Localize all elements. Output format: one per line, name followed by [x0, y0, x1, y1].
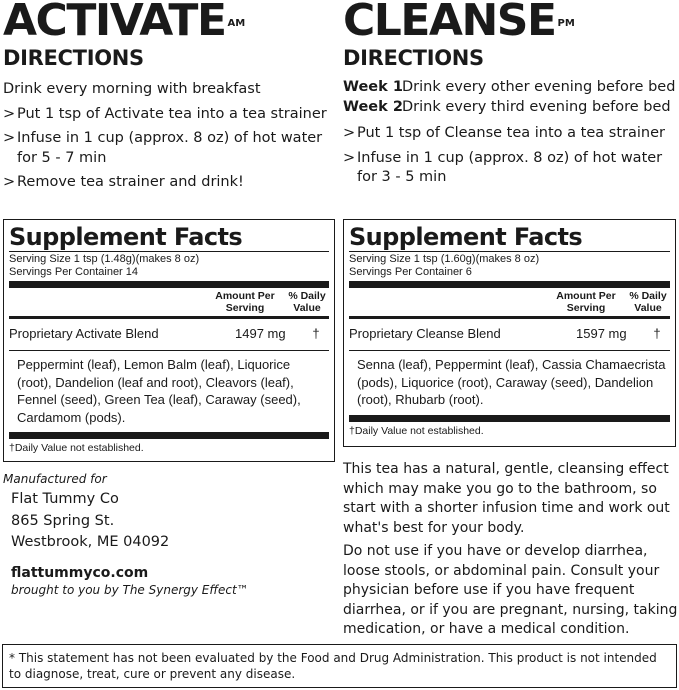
amount-per-serving-header: Amount Per Serving	[556, 290, 616, 314]
thick-divider	[349, 415, 670, 422]
servings-per-container: Servings Per Container 14	[9, 266, 139, 278]
amount-per-serving-header: Amount Per Serving	[215, 290, 275, 314]
activate-step: > Infuse in 1 cup (approx. 8 oz) of hot water for 5 - 7 min	[3, 129, 335, 168]
blend-row	[9, 319, 329, 351]
activate-brand-title: ACTIVATE $^{AM}$	[3, 0, 246, 46]
city-state-zip: Westbrook, ME 04092	[11, 534, 170, 550]
cleanse-week-row: Week 2 Drink every third evening before bed	[343, 98, 671, 115]
serving-size: Serving Size 1 tsp (1.48g)(makes 8 oz)	[9, 253, 200, 265]
step-marker: >	[343, 149, 356, 166]
serving-size: Serving Size 1 tsp (1.60g)(makes 8 oz)	[349, 253, 540, 265]
activate-column	[3, 0, 335, 198]
website-link[interactable]: flattummyco.com	[11, 564, 149, 581]
ingredients-list: Senna (leaf), Peppermint (leaf), Cassia Chamaecrista (pods), Liquorice (root), Caraway (seed), Dandelion (root), Rhubarb (root).	[357, 357, 666, 407]
activate-brand-mark: AM	[227, 18, 246, 29]
blend-dagger: †	[653, 326, 661, 341]
blend-amount: 1497 mg	[235, 326, 286, 341]
cleanse-caution-note: Do not use if you have or develop diarrhea, loose stools, or abdominal pain. Consult your physician before use if you have frequent diarrhea, or if you are pregnant, nursing, taking medication, or have a medical condition.	[343, 543, 678, 637]
activate-intro: Drink every morning with breakfast	[3, 81, 261, 97]
step-marker: >	[3, 130, 16, 146]
cleanse-weeks	[343, 78, 676, 117]
facts-footnote: †Daily Value not established.	[9, 442, 144, 454]
thick-divider	[9, 432, 329, 439]
manufactured-for-label: Manufactured for	[3, 472, 107, 486]
activate-step: > Remove tea strainer and drink!	[3, 173, 335, 193]
daily-value-header: % Daily Value	[629, 290, 667, 314]
street-address: 865 Spring St.	[11, 512, 115, 529]
cleanse-warning-text	[343, 460, 678, 640]
cleanse-step: > Infuse in 1 cup (approx. 8 oz) of hot water for 3 - 5 min	[343, 149, 676, 188]
cleanse-step: > Put 1 tsp of Cleanse tea into a tea strainer	[343, 124, 676, 144]
facts-column-headers	[349, 290, 670, 319]
manufacturer-block	[3, 471, 335, 598]
daily-value-header: % Daily Value	[288, 290, 326, 314]
facts-column-headers	[9, 290, 329, 319]
step-marker: >	[343, 125, 356, 141]
ingredients-list: Peppermint (leaf), Lemon Balm (leaf), Liquorice (root), Dandelion (leaf and root), Cleavors (leaf), Fennel (seed), Green Tea (leaf), Caraway (seed), Cardamom (pods).	[17, 357, 301, 425]
cleanse-week-row: Week 1 Drink every other evening before bed	[343, 79, 676, 95]
cleanse-brand-title: CLEANSE $^{PM}$	[343, 0, 575, 46]
cleanse-column	[343, 0, 676, 193]
fda-disclaimer: * This statement has not been evaluated by the Food and Drug Administration. This product is not intended to diagnose, treat, cure or prevent any disease.	[2, 644, 677, 688]
activate-directions-heading: DIRECTIONS	[3, 46, 144, 70]
blend-name: Proprietary Cleanse Blend	[349, 326, 501, 341]
activate-step: > Put 1 tsp of Activate tea into a tea strainer	[3, 105, 335, 125]
facts-footnote: †Daily Value not established.	[349, 424, 484, 437]
thick-divider	[349, 281, 670, 288]
activate-steps	[3, 105, 335, 193]
blend-dagger: †	[312, 326, 320, 341]
step-marker: >	[3, 174, 16, 190]
facts-title: Supplement Facts	[349, 223, 670, 252]
cleanse-brand-mark: PM	[557, 18, 575, 29]
blend-row	[349, 319, 670, 351]
activate-supplement-facts	[3, 219, 335, 462]
blend-amount: 1597 mg	[576, 326, 627, 341]
thick-divider	[9, 281, 329, 288]
facts-title: Supplement Facts	[9, 223, 329, 252]
blend-name: Proprietary Activate Blend	[9, 326, 159, 341]
company-name: Flat Tummy Co	[11, 491, 119, 507]
servings-per-container: Servings Per Container 6	[349, 266, 472, 278]
cleanse-effect-note: This tea has a natural, gentle, cleansing effect which may make you go to the bathroom, so start with a shorter infusion time and work out what's best for your body.	[343, 461, 670, 536]
cleanse-supplement-facts	[343, 219, 676, 447]
brought-to-you-by: brought to you by The Synergy Effect™	[11, 582, 249, 597]
step-marker: >	[3, 105, 16, 122]
cleanse-steps	[343, 124, 676, 188]
manufacturer-address	[3, 489, 335, 554]
cleanse-directions-heading: DIRECTIONS	[343, 46, 484, 70]
